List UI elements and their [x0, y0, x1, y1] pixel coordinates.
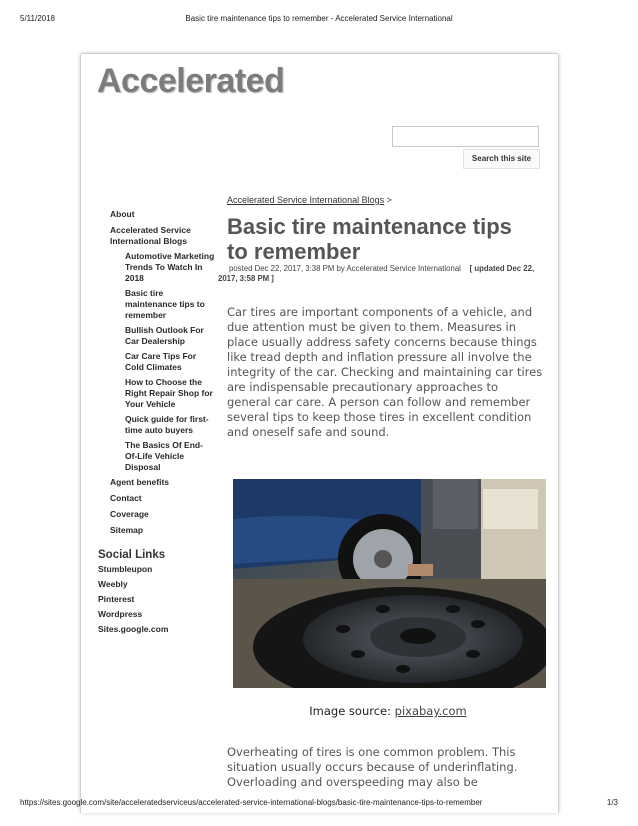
social-link-pinterest[interactable]: Pinterest — [98, 594, 135, 604]
social-link-weebly[interactable]: Weebly — [98, 579, 128, 589]
sidebar-subitem-tire-maintenance[interactable]: Basic tire maintenance tips to remember — [125, 288, 205, 320]
sidebar-subitem-bullish-outlook[interactable]: Bullish Outlook For Car Dealership — [125, 325, 204, 346]
posted-info: posted Dec 22, 2017, 3:38 PM by Accelerated Service International — [229, 264, 461, 273]
sidebar-item-about[interactable]: About — [110, 209, 135, 219]
article-intro: Car tires are important components of a vehicle, and due attention must be given to them. Measures in place usually address safety concerns because things like tread depth and inflation pressure all involve the integrity of the car. Checking and maintaining car tires are indispensable precautionary approaches to general car care. A person can follow and remember several tips to keep those tires in excellent condition and oneself safe and sound. — [227, 305, 543, 439]
print-url: https://sites.google.com/site/acceleratedserviceus/accelerated-service-international-blogs/basic-tire-maintenance-tips-to-remember — [20, 798, 483, 807]
page-title: Basic tire maintenance tips to remember — [227, 214, 512, 264]
print-header — [20, 14, 618, 26]
social-links-heading: Social Links — [98, 549, 166, 561]
print-page-number: 1/3 — [606, 798, 618, 807]
social-link-wordpress[interactable]: Wordpress — [98, 609, 143, 619]
sidebar-subitem-repair-shop[interactable]: How to Choose the Right Repair Shop for Your Vehicle — [125, 377, 213, 409]
sidebar-item-coverage[interactable]: Coverage — [110, 509, 149, 519]
sidebar-subitem-auto-buyers[interactable]: Quick guide for first-time auto buyers — [125, 414, 209, 435]
sidebar-item-agent-benefits[interactable]: Agent benefits — [110, 477, 170, 487]
print-footer — [20, 798, 618, 810]
site-page — [80, 53, 559, 813]
image-source-link[interactable]: pixabay.com — [394, 704, 467, 718]
article — [218, 195, 548, 440]
breadcrumb — [227, 195, 548, 206]
sidebar-item-blogs[interactable]: Accelerated Service International Blogs — [110, 225, 191, 246]
article-paragraph-2: Overheating of tires is one common problem. This situation usually occurs because of underinflating. Overloading and overspeeding may also be — [227, 745, 518, 789]
sidebar-item-contact[interactable]: Contact — [110, 493, 142, 503]
tire-change-photo — [233, 479, 546, 688]
breadcrumb-separator: > — [384, 195, 392, 205]
site-logo[interactable]: Accelerated — [97, 62, 285, 100]
search-button[interactable]: Search this site — [463, 149, 540, 169]
breadcrumb-link-blogs[interactable]: Accelerated Service International Blogs — [227, 195, 385, 205]
sidebar-item-sitemap[interactable]: Sitemap — [110, 525, 144, 535]
sidebar-nav — [98, 209, 216, 635]
social-link-stumbleupon[interactable]: Stumbleupon — [98, 564, 153, 574]
image-caption — [218, 704, 558, 718]
print-page-title: Basic tire maintenance tips to remember - Accelerated Service International — [185, 14, 453, 23]
post-meta — [218, 264, 540, 284]
search-input[interactable] — [392, 126, 539, 147]
print-date: 5/11/2018 — [20, 14, 55, 23]
sidebar-subitem-vehicle-disposal[interactable]: The Basics Of End-Of-Life Vehicle Disposal — [125, 440, 203, 472]
sidebar-subitem-cold-climates[interactable]: Car Care Tips For Cold Climates — [125, 351, 197, 372]
caption-prefix: Image source: — [309, 704, 395, 718]
social-link-sites-google[interactable]: Sites.google.com — [98, 624, 169, 634]
sidebar-subitem-marketing-trends[interactable]: Automotive Marketing Trends To Watch In 2018 — [125, 251, 215, 283]
updated-info: [ updated Dec 22, 2017, 3:58 PM ] — [218, 264, 535, 283]
